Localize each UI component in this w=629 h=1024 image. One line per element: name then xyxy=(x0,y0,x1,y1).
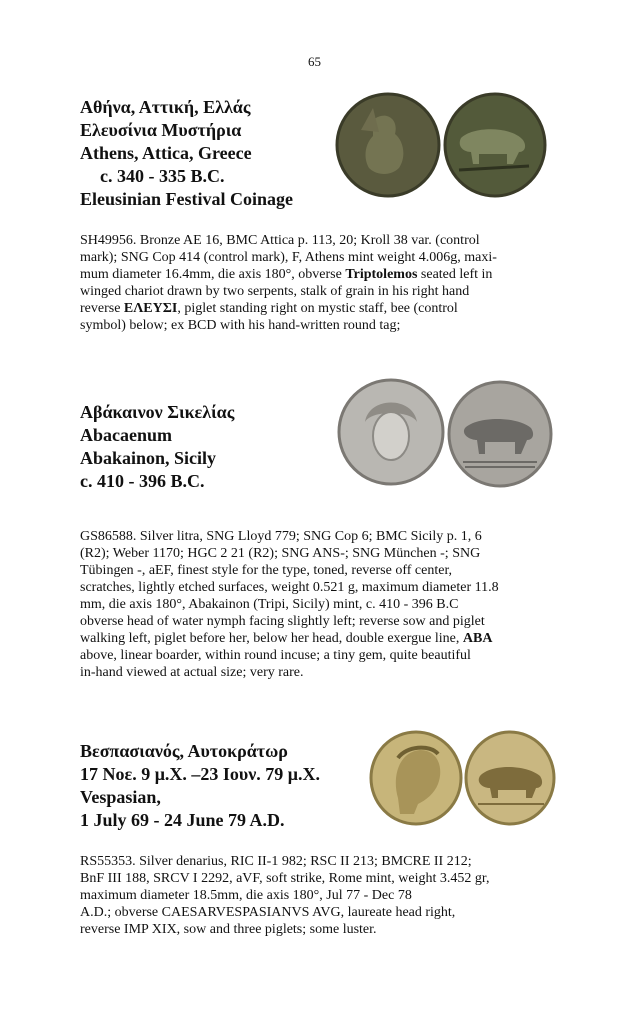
desc-text: scratches, lightly etched surfaces, weight 0.521 g, maximum diameter 11.8 xyxy=(80,580,499,595)
desc-line xyxy=(80,904,550,921)
desc-line xyxy=(80,647,550,664)
desc-line xyxy=(80,545,550,562)
desc-text: symbol) below; ex BCD with his hand-written round tag; xyxy=(80,318,401,333)
desc-line xyxy=(80,596,550,613)
desc-line xyxy=(80,266,550,283)
entry-title-athens xyxy=(80,96,293,211)
desc-text: maximum diameter 18.5mm, die axis 180°, Jul 77 - Dec 78 xyxy=(80,888,412,903)
desc-text: mm, die axis 180°, Abakainon (Tripi, Sicily) mint, c. 410 - 396 B.C xyxy=(80,597,459,612)
desc-text: winged chariot drawn by two serpents, stalk of grain in his right hand xyxy=(80,284,470,299)
desc-bold: Triptolemos xyxy=(345,267,418,282)
title-line: Athens, Attica, Greece xyxy=(80,143,252,163)
page-number: 65 xyxy=(308,54,321,69)
desc-text: mark); SNG Cop 414 (control mark), F, Athens mint weight 4.006g, maxi- xyxy=(80,250,497,265)
desc-text: above, linear boarder, within round incuse; a tiny gem, quite beautiful xyxy=(80,648,471,663)
desc-line xyxy=(80,870,550,887)
entry-title-vespasian xyxy=(80,740,320,832)
title-line: Ελευσίνια Μυστήρια xyxy=(80,120,242,140)
desc-line xyxy=(80,283,550,300)
title-line: 1 July 69 - 24 June 79 A.D. xyxy=(80,810,285,830)
title-line: Eleusinian Festival Coinage xyxy=(80,189,294,209)
entry-description-vespasian xyxy=(80,853,550,938)
entry-description-athens xyxy=(80,232,550,334)
title-line: 17 Νοε. 9 μ.Χ. –23 Ιουν. 79 μ.Χ. xyxy=(80,764,320,784)
coin-image-abakainon xyxy=(335,376,555,492)
entry-title-abakainon xyxy=(80,401,234,493)
title-line: Vespasian, xyxy=(80,787,161,807)
title-line: Βεσπασιανός, Αυτοκράτωρ xyxy=(80,741,288,761)
desc-text: walking left, piglet before her, below her head, double exergue line, xyxy=(80,631,463,646)
desc-line xyxy=(80,921,550,938)
desc-text: RS55353. Silver denarius, RIC II-1 982; RSC II 213; BMCRE II 212; xyxy=(80,854,472,869)
desc-text: SH49956. Bronze AE 16, BMC Attica p. 113, 20; Kroll 38 var. (control xyxy=(80,233,480,248)
desc-text: obverse head of water nymph facing slightly left; reverse sow and piglet xyxy=(80,614,485,629)
desc-text: Tübingen -, aEF, finest style for the type, toned, reverse off center, xyxy=(80,563,453,578)
desc-text: mum diameter 16.4mm, die axis 180°, obverse xyxy=(80,267,346,282)
title-line: Αβάκαινον Σικελίας xyxy=(80,402,235,422)
desc-text: (R2); Weber 1170; HGC 2 21 (R2); SNG ANS-; SNG München -; SNG xyxy=(80,546,481,561)
title-line: Abacaenum xyxy=(80,425,173,445)
desc-line xyxy=(80,232,550,249)
desc-bold: ΕΛΕΥΣΙ xyxy=(123,301,178,316)
desc-line xyxy=(80,562,550,579)
desc-text: , piglet standing right on mystic staff, bee (control xyxy=(177,301,458,316)
desc-text: in-hand viewed at actual size; very rare. xyxy=(80,665,304,680)
entry-description-abakainon xyxy=(80,528,550,681)
title-line: c. 340 - 335 B.C. xyxy=(100,166,225,186)
desc-line xyxy=(80,249,550,266)
desc-text: A.D.; obverse CAESARVESPASIANVS AVG, laureate head right, xyxy=(80,905,456,920)
title-line: c. 410 - 396 B.C. xyxy=(80,471,205,491)
desc-line xyxy=(80,528,550,545)
desc-line xyxy=(80,579,550,596)
desc-text: seated left in xyxy=(417,267,493,282)
desc-text: reverse IMP XIX, sow and three piglets; some luster. xyxy=(80,922,377,937)
desc-line xyxy=(80,613,550,630)
coin-image-vespasian xyxy=(368,728,558,828)
desc-line xyxy=(80,630,550,647)
desc-text: BnF III 188, SRCV I 2292, aVF, soft strike, Rome mint, weight 3.452 gr, xyxy=(80,871,490,886)
desc-bold: ABA xyxy=(462,631,493,646)
desc-line xyxy=(80,887,550,904)
desc-line xyxy=(80,853,550,870)
title-line: Αθήνα, Αττική, Ελλάς xyxy=(80,97,251,117)
desc-line xyxy=(80,300,550,317)
desc-line xyxy=(80,317,550,334)
desc-text: reverse xyxy=(80,301,124,316)
desc-text: GS86588. Silver litra, SNG Lloyd 779; SNG Cop 6; BMC Sicily p. 1, 6 xyxy=(80,529,482,544)
coin-obverse-face xyxy=(373,412,409,460)
coin-image-athens xyxy=(333,90,548,200)
desc-line xyxy=(80,664,550,681)
title-line: Abakainon, Sicily xyxy=(80,448,217,468)
